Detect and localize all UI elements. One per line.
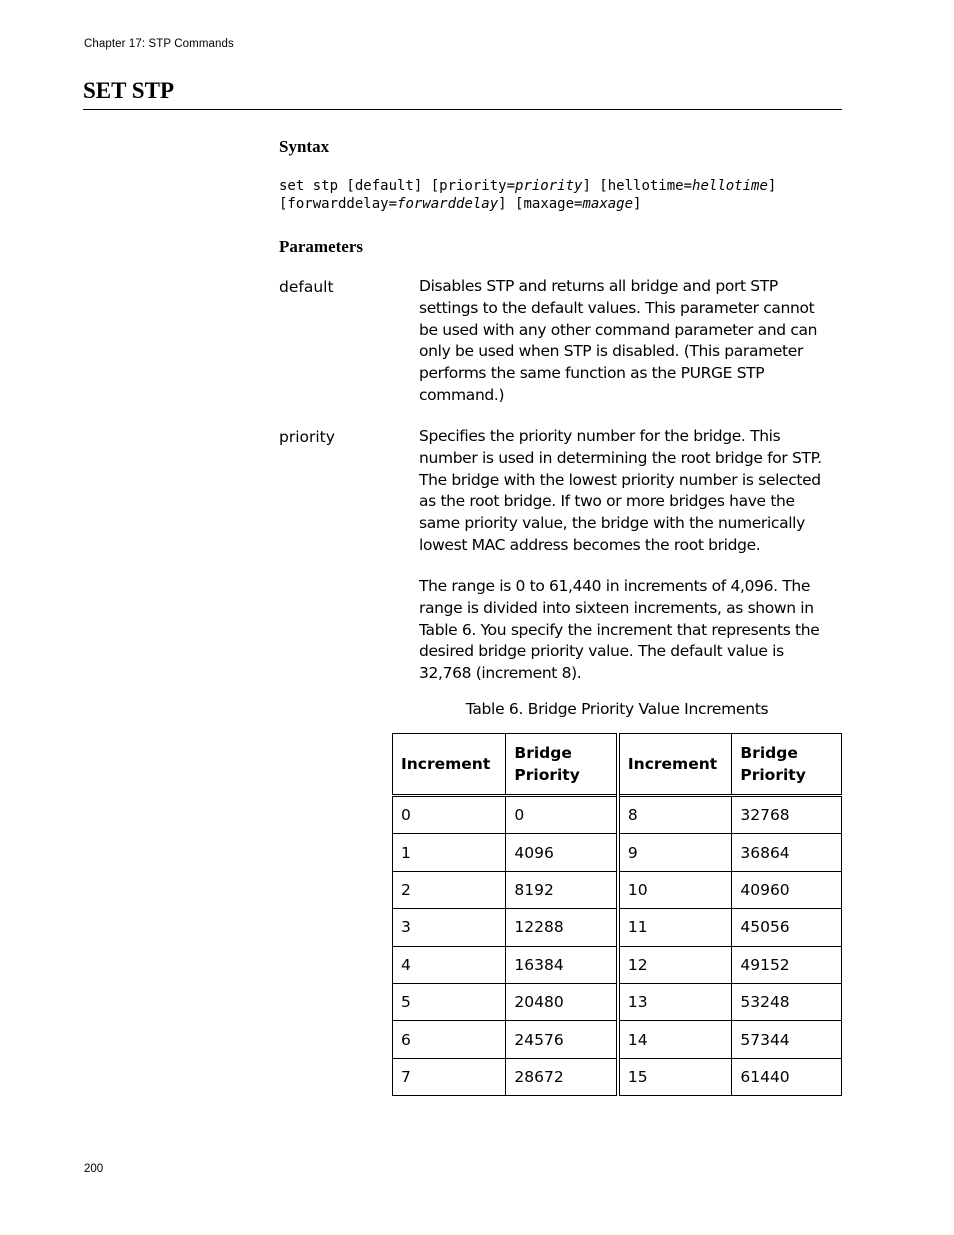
syntax-block xyxy=(279,177,849,213)
table-cell: 12288 xyxy=(506,909,618,946)
table-cell: 45056 xyxy=(732,909,842,946)
table-row xyxy=(393,946,842,983)
parameters-heading: Parameters xyxy=(279,237,364,256)
title-rule xyxy=(83,109,842,110)
table-cell: 28672 xyxy=(506,1058,618,1095)
table-cell: 1 xyxy=(393,834,506,871)
table-cell: 20480 xyxy=(506,983,618,1020)
table-cell: 12 xyxy=(618,946,732,983)
page-title: SET STP xyxy=(83,78,174,103)
table-cell: 8192 xyxy=(506,871,618,908)
param-priority-description: Specifies the priority number for the bridge. This number is used in determining the root bridge for STP. The bridge with the lowest priority number is selected as the root bridge. If two or more bridges have the same priority value, the bridge with the numerically lowest MAC address becomes the root bridge. xyxy=(419,427,822,554)
table-cell: 16384 xyxy=(506,946,618,983)
table-cell: 9 xyxy=(618,834,732,871)
table-cell: 5 xyxy=(393,983,506,1020)
syntax-heading: Syntax xyxy=(279,137,330,156)
param-default-description: Disables STP and returns all bridge and port STP settings to the default values. This parameter cannot be used with any other command parameter and can only be used when STP is disabled. (This parameter performs the same function as the PURGE STP command.) xyxy=(419,277,818,404)
table-cell: 3 xyxy=(393,909,506,946)
header-bridge-priority: Bridge Priority xyxy=(732,734,842,796)
table-cell: 6 xyxy=(393,1021,506,1058)
priority-table xyxy=(392,733,842,1096)
table-cell: 2 xyxy=(393,871,506,908)
table-cell: 10 xyxy=(618,871,732,908)
table-cell: 8 xyxy=(618,796,732,834)
table-cell: 32768 xyxy=(732,796,842,834)
table-row xyxy=(393,909,842,946)
table-row xyxy=(393,1058,842,1095)
header-increment: Increment xyxy=(393,734,506,796)
table-row xyxy=(393,871,842,908)
table-cell: 14 xyxy=(618,1021,732,1058)
table-cell: 11 xyxy=(618,909,732,946)
table-header-row xyxy=(393,734,842,796)
table-cell: 4096 xyxy=(506,834,618,871)
table-row xyxy=(393,796,842,834)
table-cell: 53248 xyxy=(732,983,842,1020)
table-row xyxy=(393,834,842,871)
table-cell: 57344 xyxy=(732,1021,842,1058)
header-bridge-priority: Bridge Priority xyxy=(506,734,618,796)
table-cell: 36864 xyxy=(732,834,842,871)
param-priority-range: The range is 0 to 61,440 in increments of 4,096. The range is divided into sixteen increments, as shown in Table 6. You specify the increment that represents the desired bridge priority value. The default value is 32,768 (increment 8). xyxy=(419,577,820,683)
table-cell: 7 xyxy=(393,1058,506,1095)
table-cell: 13 xyxy=(618,983,732,1020)
syntax-line-1: set stp [default] [priority=priority] [hellotime=hellotime] xyxy=(279,178,777,194)
param-default-name: default xyxy=(279,278,334,296)
param-priority-name: priority xyxy=(279,428,335,446)
table-cell: 15 xyxy=(618,1058,732,1095)
running-head: Chapter 17: STP Commands xyxy=(84,38,234,50)
header-increment: Increment xyxy=(618,734,732,796)
page-number: 200 xyxy=(84,1163,104,1175)
table-cell: 0 xyxy=(506,796,618,834)
syntax-line-2: [forwarddelay=forwarddelay] [maxage=maxage] xyxy=(279,196,642,212)
table-row xyxy=(393,1021,842,1058)
table-cell: 40960 xyxy=(732,871,842,908)
table-cell: 49152 xyxy=(732,946,842,983)
table-caption: Table 6. Bridge Priority Value Increments xyxy=(465,700,769,718)
table-cell: 0 xyxy=(393,796,506,834)
table-row xyxy=(393,983,842,1020)
table-cell: 4 xyxy=(393,946,506,983)
table-cell: 24576 xyxy=(506,1021,618,1058)
table-cell: 61440 xyxy=(732,1058,842,1095)
